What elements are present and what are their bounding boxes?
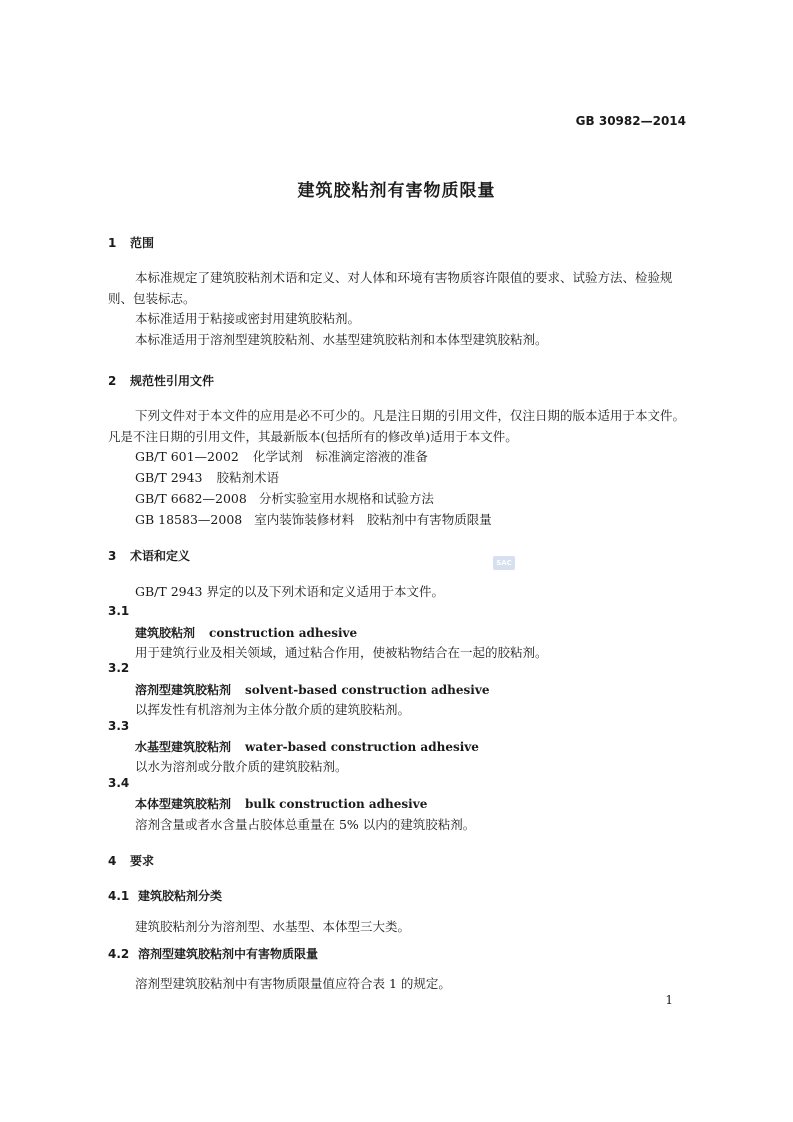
term-english: solvent-based construction adhesive bbox=[245, 683, 490, 697]
reference-title: 胶粘剂术语 bbox=[216, 470, 280, 485]
section-number: 2 bbox=[108, 374, 117, 388]
section-number: 4 bbox=[108, 854, 117, 868]
reference-title: 分析实验室用水规格和试验方法 bbox=[258, 491, 434, 506]
paragraph: 溶剂型建筑胶粘剂中有害物质限量值应符合表 1 的规定。 bbox=[135, 976, 451, 991]
document-title: 建筑胶粘剂有害物质限量 bbox=[297, 181, 496, 201]
reference-code: GB/T 6682—2008 bbox=[135, 491, 247, 506]
paragraph: 本标准适用于粘接或密封用建筑胶粘剂。 bbox=[135, 311, 361, 326]
sac-watermark-logo: SAC bbox=[493, 556, 515, 570]
term-number: 3.2 bbox=[108, 661, 130, 675]
reference-item bbox=[135, 510, 492, 528]
term-number: 3.4 bbox=[108, 776, 130, 790]
term-english: water-based construction adhesive bbox=[245, 740, 479, 754]
term-entry bbox=[135, 738, 479, 755]
section-number: 1 bbox=[108, 236, 117, 250]
subsection-4-1-heading bbox=[108, 887, 222, 904]
term-definition: 用于建筑行业及相关领域，通过粘合作用，使被粘物结合在一起的胶粘剂。 bbox=[135, 645, 548, 660]
section-title: 规范性引用文件 bbox=[130, 374, 215, 388]
term-number: 3.1 bbox=[108, 604, 130, 618]
reference-title: 室内装饰装修材料 胶粘剂中有害物质限量 bbox=[254, 512, 492, 527]
subsection-number: 4.1 bbox=[108, 889, 130, 903]
standard-code: GB 30982—2014 bbox=[575, 114, 686, 128]
section-4-heading bbox=[108, 852, 154, 869]
term-number: 3.3 bbox=[108, 719, 130, 733]
term-english: bulk construction adhesive bbox=[245, 797, 428, 811]
section-title: 要求 bbox=[130, 854, 155, 868]
paragraph: 下列文件对于本文件的应用是必不可少的。凡是注日期的引用文件，仅注日期的版本适用于本文件。凡是不注日期的引用文件，其最新版本(包括所有的修改单)适用于本文件。 bbox=[108, 408, 686, 444]
reference-title: 化学试剂 标准滴定溶液的准备 bbox=[252, 449, 428, 464]
section-title: 范围 bbox=[130, 236, 155, 250]
reference-item bbox=[135, 447, 428, 465]
reference-code: GB/T 2943 bbox=[135, 470, 203, 485]
term-chinese: 本体型建筑胶粘剂 bbox=[135, 797, 232, 811]
section-3-heading bbox=[108, 547, 190, 564]
section-2-heading bbox=[108, 372, 214, 389]
subsection-title: 溶剂型建筑胶粘剂中有害物质限量 bbox=[138, 947, 319, 961]
term-entry bbox=[135, 681, 489, 698]
section-1-heading bbox=[108, 234, 154, 251]
section-number: 3 bbox=[108, 549, 117, 563]
term-chinese: 水基型建筑胶粘剂 bbox=[135, 740, 232, 754]
subsection-number: 4.2 bbox=[108, 947, 130, 961]
term-english: construction adhesive bbox=[209, 626, 358, 640]
term-definition: 以挥发性有机溶剂为主体分散介质的建筑胶粘剂。 bbox=[135, 702, 411, 717]
reference-item bbox=[135, 489, 434, 507]
subsection-title: 建筑胶粘剂分类 bbox=[138, 889, 223, 903]
term-definition: 以水为溶剂或分散介质的建筑胶粘剂。 bbox=[135, 759, 348, 774]
reference-item bbox=[135, 468, 279, 486]
term-entry bbox=[135, 795, 427, 812]
paragraph: 本标准规定了建筑胶粘剂术语和定义、对人体和环境有害物质容许限值的要求、试验方法、检验规则、包装标志。 bbox=[108, 270, 673, 306]
reference-code: GB 18583—2008 bbox=[135, 512, 243, 527]
paragraph: 建筑胶粘剂分为溶剂型、水基型、本体型三大类。 bbox=[135, 919, 411, 934]
paragraph: GB/T 2943 界定的以及下列术语和定义适用于本文件。 bbox=[135, 584, 444, 599]
term-chinese: 溶剂型建筑胶粘剂 bbox=[135, 683, 232, 697]
term-entry bbox=[135, 624, 357, 641]
paragraph: 本标准适用于溶剂型建筑胶粘剂、水基型建筑胶粘剂和本体型建筑胶粘剂。 bbox=[135, 332, 548, 347]
section-title: 术语和定义 bbox=[130, 549, 191, 563]
subsection-4-2-heading bbox=[108, 945, 318, 962]
term-definition: 溶剂含量或者水含量占胶体总重量在 5% 以内的建筑胶粘剂。 bbox=[135, 817, 476, 832]
reference-code: GB/T 601—2002 bbox=[135, 449, 239, 464]
page-number: 1 bbox=[665, 993, 673, 1007]
term-chinese: 建筑胶粘剂 bbox=[135, 626, 196, 640]
